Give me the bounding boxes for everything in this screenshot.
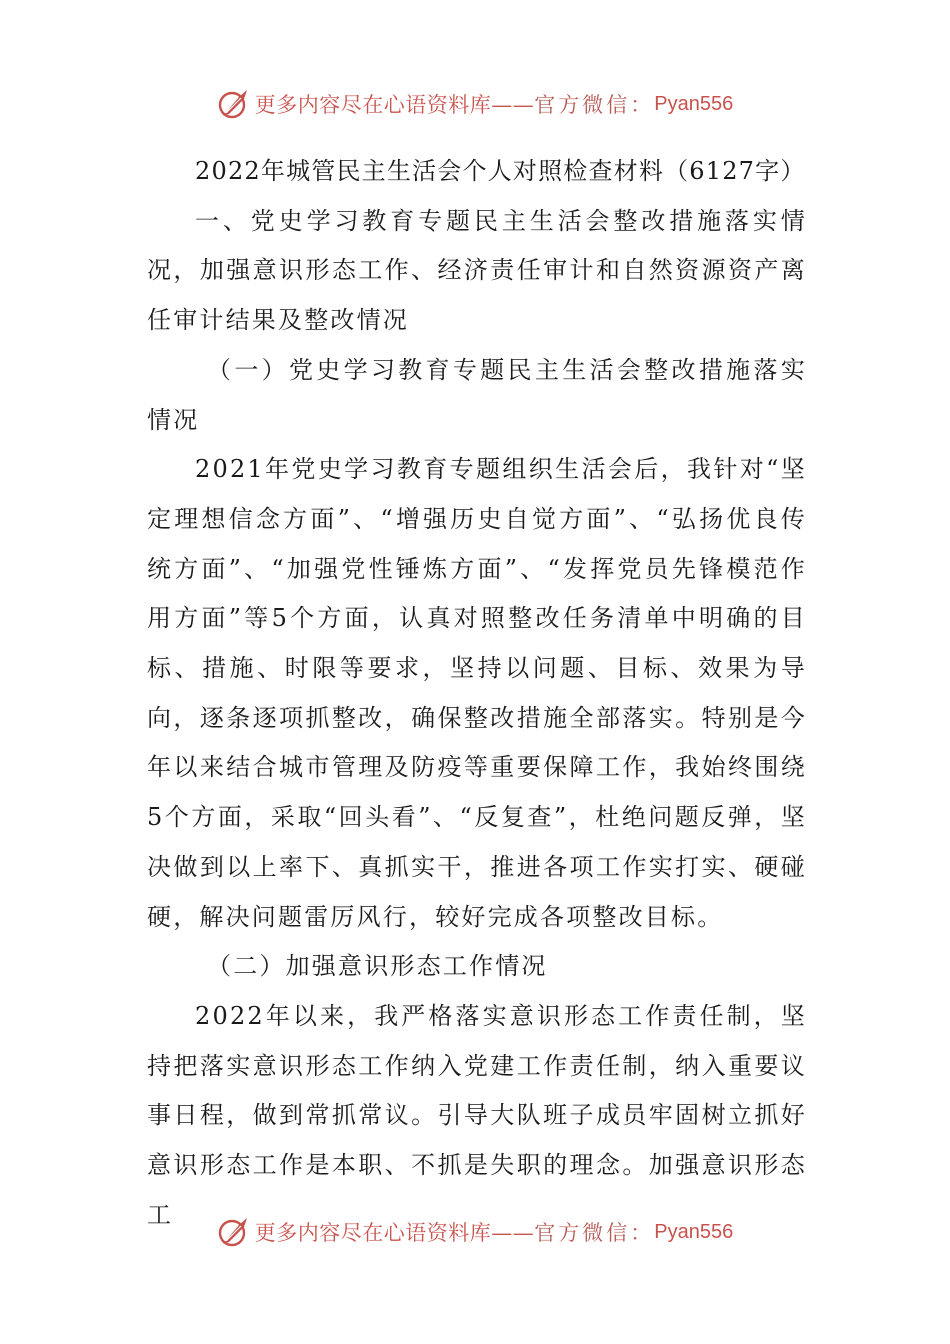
subsection-heading-2: （二）加强意识形态工作情况 bbox=[207, 952, 548, 981]
site-name-text: 更多内容尽在心语资料库—— bbox=[254, 93, 535, 117]
wechat-id: Pyan556 bbox=[654, 1220, 734, 1243]
quill-pen-logo-icon bbox=[217, 1215, 251, 1249]
subsection-heading-1: （一）党史学习教育专题民主生活会整改措施落实情况 bbox=[147, 355, 807, 434]
wechat-label: 官方微信： bbox=[534, 93, 655, 117]
wechat-label: 官方微信： bbox=[534, 1221, 655, 1245]
wechat-id: Pyan556 bbox=[654, 92, 734, 115]
footer-watermark-banner bbox=[0, 1212, 950, 1252]
document-title: 2022年城管民主生活会个人对照检查材料（6127字） bbox=[195, 157, 806, 185]
section-heading-1: 一、党史学习教育专题民主生活会整改措施落实情况，加强意识形态工作、经济责任审计和自然资源资产离任审计结果及整改情况 bbox=[147, 206, 807, 335]
quill-pen-logo-icon bbox=[217, 87, 251, 121]
body-paragraph-2: 2022年以来，我严格落实意识形态工作责任制，坚持把落实意识形态工作纳入党建工作责任制，纳入重要议事日程，做到常抓常议。引导大队班子成员牢固树立抓好意识形态工作是本职、不抓是失职的理念。加强意识形态工 bbox=[147, 1001, 807, 1229]
body-paragraph-1: 2021年党史学习教育专题组织生活会后，我针对“坚定理想信念方面”、“增强历史自觉方面”、“弘扬优良传统方面”、“加强党性锤炼方面”、“发挥党员先锋模范作用方面”等5个方面，认真对照整改任务清单中明确的目标、措施、时限等要求，坚持以问题、目标、效果为导向，逐条逐项抓整改，确保整改措施全部落实。特别是今年以来结合城市管理及防疫等重要保障工作，我始终围绕5个方面，采取“回头看”、“反复查”，杜绝问题反弹，坚决做到以上率下、真抓实干，推进各项工作实打实、硬碰硬，解决问题雷厉风行，较好完成各项整改目标。 bbox=[147, 455, 807, 931]
document-body bbox=[147, 147, 807, 1240]
site-name-text: 更多内容尽在心语资料库—— bbox=[254, 1221, 535, 1245]
header-watermark-banner bbox=[0, 84, 950, 124]
